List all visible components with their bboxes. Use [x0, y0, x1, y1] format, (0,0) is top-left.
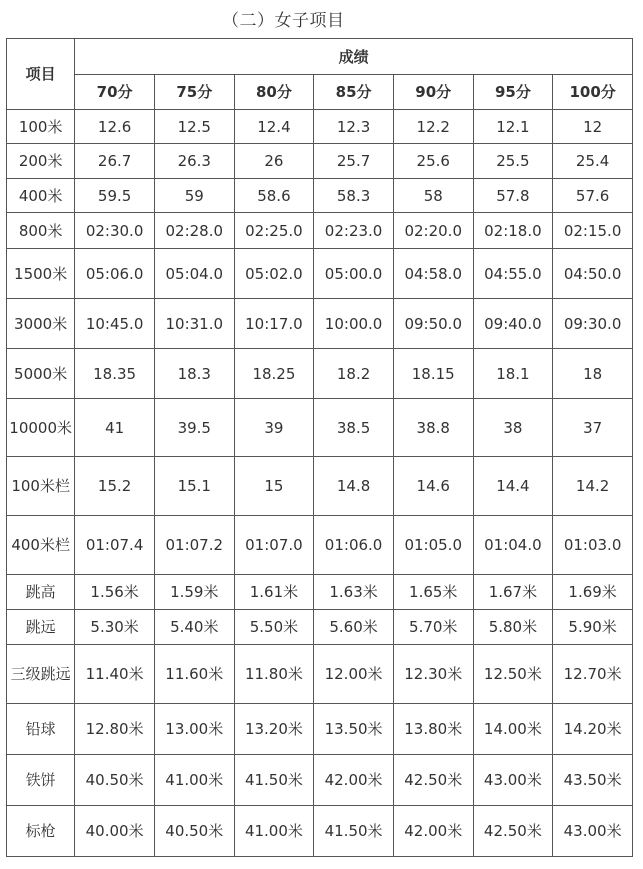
score-column-header: 75分: [154, 75, 234, 110]
score-cell: 5.40米: [154, 610, 234, 645]
score-cell: 05:00.0: [314, 249, 394, 299]
score-cell: 01:03.0: [553, 516, 633, 575]
score-cell: 14.2: [553, 457, 633, 516]
score-cell: 1.67米: [473, 575, 553, 610]
score-cell: 41.00米: [234, 806, 314, 857]
score-cell: 12.5: [154, 110, 234, 144]
score-cell: 12.6: [75, 110, 155, 144]
score-cell: 05:02.0: [234, 249, 314, 299]
score-cell: 02:23.0: [314, 213, 394, 249]
score-cell: 18.3: [154, 349, 234, 399]
score-cell: 12.2: [393, 110, 473, 144]
score-cell: 57.6: [553, 179, 633, 213]
score-column-header: 95分: [473, 75, 553, 110]
event-cell: 铅球: [7, 704, 75, 755]
score-cell: 18.1: [473, 349, 553, 399]
score-cell: 41.50米: [234, 755, 314, 806]
score-cell: 25.6: [393, 144, 473, 179]
table-row: [7, 299, 633, 349]
score-cell: 5.80米: [473, 610, 553, 645]
event-column-header: 项目: [7, 39, 75, 110]
score-cell: 09:40.0: [473, 299, 553, 349]
score-cell: 02:28.0: [154, 213, 234, 249]
table-row: [7, 179, 633, 213]
score-cell: 42.50米: [473, 806, 553, 857]
score-cell: 12.00米: [314, 645, 394, 704]
event-cell: 400米: [7, 179, 75, 213]
score-cell: 14.00米: [473, 704, 553, 755]
score-cell: 18.35: [75, 349, 155, 399]
scoring-table: [6, 38, 633, 857]
score-cell: 1.69米: [553, 575, 633, 610]
score-cell: 02:30.0: [75, 213, 155, 249]
score-cell: 01:07.2: [154, 516, 234, 575]
score-cell: 26.7: [75, 144, 155, 179]
score-cell: 10:00.0: [314, 299, 394, 349]
event-cell: 3000米: [7, 299, 75, 349]
score-cell: 25.7: [314, 144, 394, 179]
score-cell: 25.5: [473, 144, 553, 179]
score-cell: 02:20.0: [393, 213, 473, 249]
score-cell: 12: [553, 110, 633, 144]
score-cell: 43.00米: [553, 806, 633, 857]
score-cell: 11.40米: [75, 645, 155, 704]
score-cell: 15.1: [154, 457, 234, 516]
table-row: [7, 349, 633, 399]
score-cell: 43.00米: [473, 755, 553, 806]
score-cell: 13.50米: [314, 704, 394, 755]
section-heading: （二）女子项目: [222, 11, 345, 31]
table-row: [7, 213, 633, 249]
score-cell: 5.90米: [553, 610, 633, 645]
score-cell: 58.6: [234, 179, 314, 213]
event-cell: 跳高: [7, 575, 75, 610]
score-cell: 59.5: [75, 179, 155, 213]
score-cell: 38.5: [314, 399, 394, 457]
score-cell: 1.61米: [234, 575, 314, 610]
score-cell: 5.70米: [393, 610, 473, 645]
table-body: [7, 110, 633, 857]
score-cell: 5.60米: [314, 610, 394, 645]
event-cell: 1500米: [7, 249, 75, 299]
score-cell: 15: [234, 457, 314, 516]
event-cell: 标枪: [7, 806, 75, 857]
score-cell: 5.50米: [234, 610, 314, 645]
score-cell: 09:50.0: [393, 299, 473, 349]
score-cell: 38: [473, 399, 553, 457]
score-cell: 57.8: [473, 179, 553, 213]
score-cell: 10:17.0: [234, 299, 314, 349]
score-cell: 04:50.0: [553, 249, 633, 299]
score-cell: 12.30米: [393, 645, 473, 704]
score-cell: 18.25: [234, 349, 314, 399]
score-cell: 41.50米: [314, 806, 394, 857]
score-cell: 1.65米: [393, 575, 473, 610]
score-cell: 12.80米: [75, 704, 155, 755]
table-row: [7, 610, 633, 645]
score-cell: 02:25.0: [234, 213, 314, 249]
score-cell: 12.3: [314, 110, 394, 144]
table-row: [7, 645, 633, 704]
table-row: [7, 516, 633, 575]
event-cell: 400米栏: [7, 516, 75, 575]
score-cell: 37: [553, 399, 633, 457]
score-group-header: 成绩: [75, 39, 633, 75]
event-cell: 三级跳远: [7, 645, 75, 704]
event-cell: 5000米: [7, 349, 75, 399]
score-column-header: 100分: [553, 75, 633, 110]
event-cell: 跳远: [7, 610, 75, 645]
event-cell: 200米: [7, 144, 75, 179]
score-cell: 59: [154, 179, 234, 213]
event-cell: 800米: [7, 213, 75, 249]
score-cell: 14.6: [393, 457, 473, 516]
score-cell: 40.50米: [75, 755, 155, 806]
table-row: [7, 457, 633, 516]
score-cell: 14.4: [473, 457, 553, 516]
score-cell: 26.3: [154, 144, 234, 179]
score-cell: 01:05.0: [393, 516, 473, 575]
table-row: [7, 806, 633, 857]
table-row: [7, 399, 633, 457]
score-cell: 39: [234, 399, 314, 457]
score-cell: 18.15: [393, 349, 473, 399]
score-cell: 58.3: [314, 179, 394, 213]
score-cell: 5.30米: [75, 610, 155, 645]
score-cell: 01:07.4: [75, 516, 155, 575]
table-row: [7, 704, 633, 755]
score-cell: 15.2: [75, 457, 155, 516]
score-cell: 41: [75, 399, 155, 457]
score-cell: 09:30.0: [553, 299, 633, 349]
event-cell: 100米栏: [7, 457, 75, 516]
score-column-header: 90分: [393, 75, 473, 110]
score-cell: 02:15.0: [553, 213, 633, 249]
score-cell: 26: [234, 144, 314, 179]
score-cell: 1.59米: [154, 575, 234, 610]
score-cell: 01:06.0: [314, 516, 394, 575]
score-cell: 04:55.0: [473, 249, 553, 299]
score-cell: 58: [393, 179, 473, 213]
score-cell: 14.8: [314, 457, 394, 516]
score-cell: 1.63米: [314, 575, 394, 610]
score-cell: 18.2: [314, 349, 394, 399]
score-cell: 39.5: [154, 399, 234, 457]
score-cell: 42.00米: [393, 806, 473, 857]
table-row: [7, 144, 633, 179]
score-cell: 43.50米: [553, 755, 633, 806]
score-cell: 12.1: [473, 110, 553, 144]
score-cell: 40.00米: [75, 806, 155, 857]
score-column-header: 70分: [75, 75, 155, 110]
score-cell: 12.50米: [473, 645, 553, 704]
table-header-row-group: [7, 39, 633, 75]
score-cell: 12.4: [234, 110, 314, 144]
score-cell: 38.8: [393, 399, 473, 457]
score-cell: 40.50米: [154, 806, 234, 857]
event-cell: 铁饼: [7, 755, 75, 806]
score-cell: 12.70米: [553, 645, 633, 704]
score-column-header: 80分: [234, 75, 314, 110]
event-cell: 10000米: [7, 399, 75, 457]
score-cell: 42.00米: [314, 755, 394, 806]
score-cell: 13.00米: [154, 704, 234, 755]
score-cell: 02:18.0: [473, 213, 553, 249]
score-cell: 05:06.0: [75, 249, 155, 299]
score-cell: 18: [553, 349, 633, 399]
table-row: [7, 249, 633, 299]
score-cell: 10:31.0: [154, 299, 234, 349]
score-cell: 25.4: [553, 144, 633, 179]
table-header-row-scores: [7, 75, 633, 110]
score-cell: 01:04.0: [473, 516, 553, 575]
score-cell: 11.60米: [154, 645, 234, 704]
score-cell: 13.20米: [234, 704, 314, 755]
score-cell: 41.00米: [154, 755, 234, 806]
score-cell: 13.80米: [393, 704, 473, 755]
score-cell: 42.50米: [393, 755, 473, 806]
table-row: [7, 575, 633, 610]
score-column-header: 85分: [314, 75, 394, 110]
event-cell: 100米: [7, 110, 75, 144]
score-cell: 04:58.0: [393, 249, 473, 299]
score-cell: 05:04.0: [154, 249, 234, 299]
score-cell: 1.56米: [75, 575, 155, 610]
score-cell: 11.80米: [234, 645, 314, 704]
table-row: [7, 755, 633, 806]
score-cell: 01:07.0: [234, 516, 314, 575]
score-cell: 10:45.0: [75, 299, 155, 349]
table-row: [7, 110, 633, 144]
score-cell: 14.20米: [553, 704, 633, 755]
